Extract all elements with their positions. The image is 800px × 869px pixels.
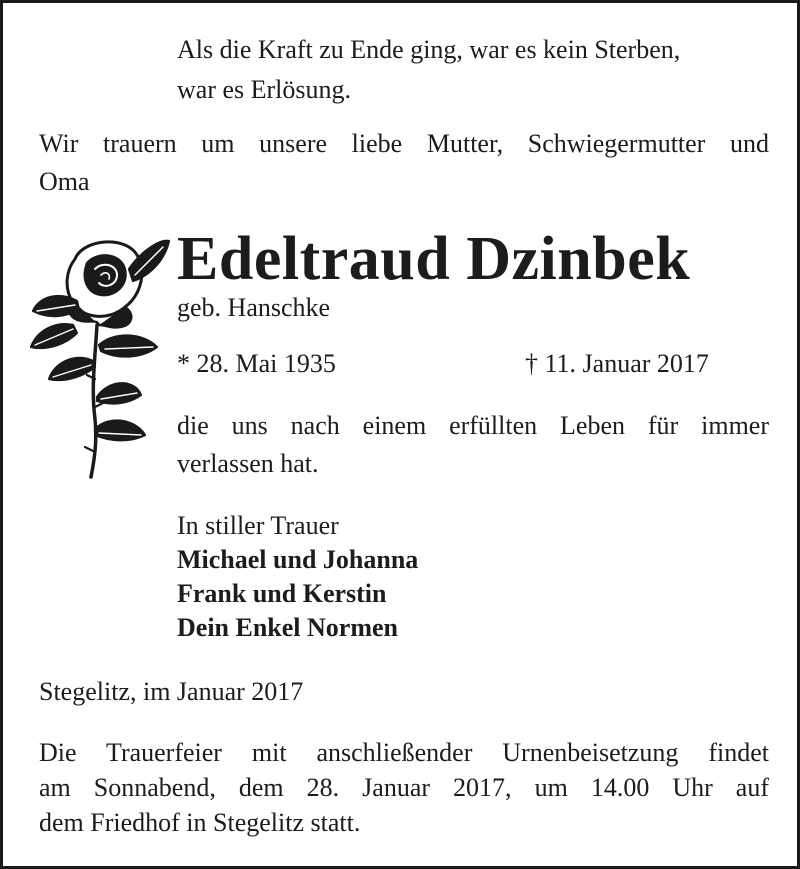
mourners-heading: In stiller Trauer (177, 511, 339, 540)
funeral-line-1: Die Trauerfeier mit anschließender Urnenbeisetzung findet (39, 738, 769, 767)
tribute-line-2: verlassen hat. (177, 449, 319, 478)
deceased-name: Edeltraud Dzinbek (177, 225, 691, 293)
birth-name: geb. Hanschke (177, 293, 331, 322)
rose-icon (25, 229, 175, 479)
mourner-name: Frank und Kerstin (177, 579, 387, 608)
funeral-line-2: am Sonnabend, dem 28. Januar 2017, um 14.00 Uhr auf (39, 773, 769, 802)
mourner-name: Dein Enkel Normen (177, 613, 398, 642)
funeral-line-3: dem Friedhof in Stegelitz statt. (39, 808, 361, 837)
motto-line-1: Als die Kraft zu Ende ging, war es kein Sterben, (177, 35, 681, 64)
mourner-name: Michael und Johanna (177, 545, 419, 574)
intro-line-1: Wir trauern um unsere liebe Mutter, Schwiegermutter und (39, 129, 769, 158)
birth-date: * 28. Mai 1935 (177, 349, 336, 378)
place-date: Stegelitz, im Januar 2017 (39, 677, 304, 706)
intro-line-2: Oma (39, 167, 90, 196)
motto-line-2: war es Erlösung. (177, 75, 352, 104)
death-date: † 11. Januar 2017 (525, 349, 709, 378)
tribute-line-1: die uns nach einem erfüllten Leben für immer (177, 411, 769, 440)
